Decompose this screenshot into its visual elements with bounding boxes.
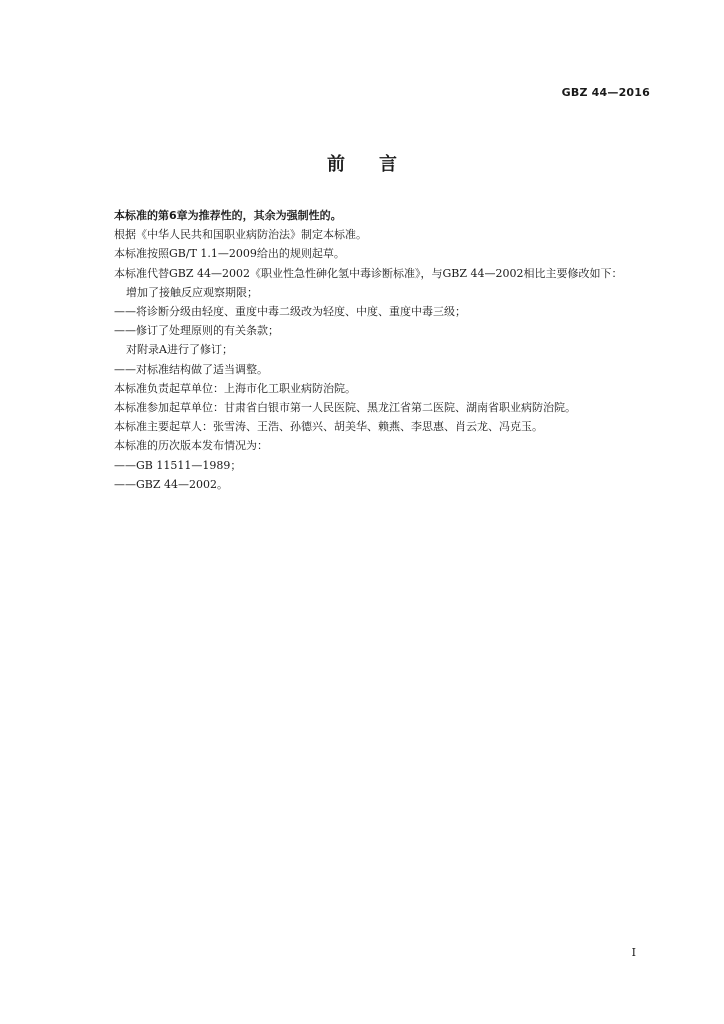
paragraph-participating-units: 本标准参加起草单位：甘肃省白银市第一人民医院、黑龙江省第二医院、湖南省职业病防治院。 xyxy=(114,401,576,415)
change-item-structure: ——对标准结构做了适当调整。 xyxy=(114,362,268,376)
paragraph-legal-basis: 根据《中华人民共和国职业病防治法》制定本标准。 xyxy=(114,228,367,242)
change-item-appendix: 对附录A进行了修订； xyxy=(126,343,233,357)
foreword-body xyxy=(88,206,650,494)
version-item-1989: ——GB 11511—1989； xyxy=(114,458,242,472)
change-item-observation-period: 增加了接触反应观察期限； xyxy=(126,285,258,299)
page-number: I xyxy=(631,946,636,959)
paragraph-recommendation-note: 本标准的第6章为推荐性的，其余为强制性的。 xyxy=(114,209,342,222)
paragraph-lead-drafter: 本标准负责起草单位：上海市化工职业病防治院。 xyxy=(114,381,356,395)
document-code: GBZ 44—2016 xyxy=(561,86,650,99)
page-title: 前言 xyxy=(327,154,431,175)
paragraph-replacement: 本标准代替GBZ 44—2002《职业性急性砷化氢中毒诊断标准》，与GBZ 44—2002相比主要修改如下： xyxy=(114,266,623,280)
change-item-treatment: ——修订了处理原则的有关条款； xyxy=(114,324,279,338)
change-item-grading: ——将诊断分级由轻度、重度中毒二级改为轻度、中度、重度中毒三级； xyxy=(114,305,466,319)
version-item-2002: ——GBZ 44—2002。 xyxy=(114,477,229,491)
paragraph-version-history: 本标准的历次版本发布情况为： xyxy=(114,439,268,453)
paragraph-drafting-rules: 本标准按照GB/T 1.1—2009给出的规则起草。 xyxy=(114,247,345,261)
paragraph-main-drafters: 本标准主要起草人：张雪涛、王浩、孙德兴、胡美华、赖燕、李思惠、肖云龙、冯克玉。 xyxy=(114,420,543,434)
